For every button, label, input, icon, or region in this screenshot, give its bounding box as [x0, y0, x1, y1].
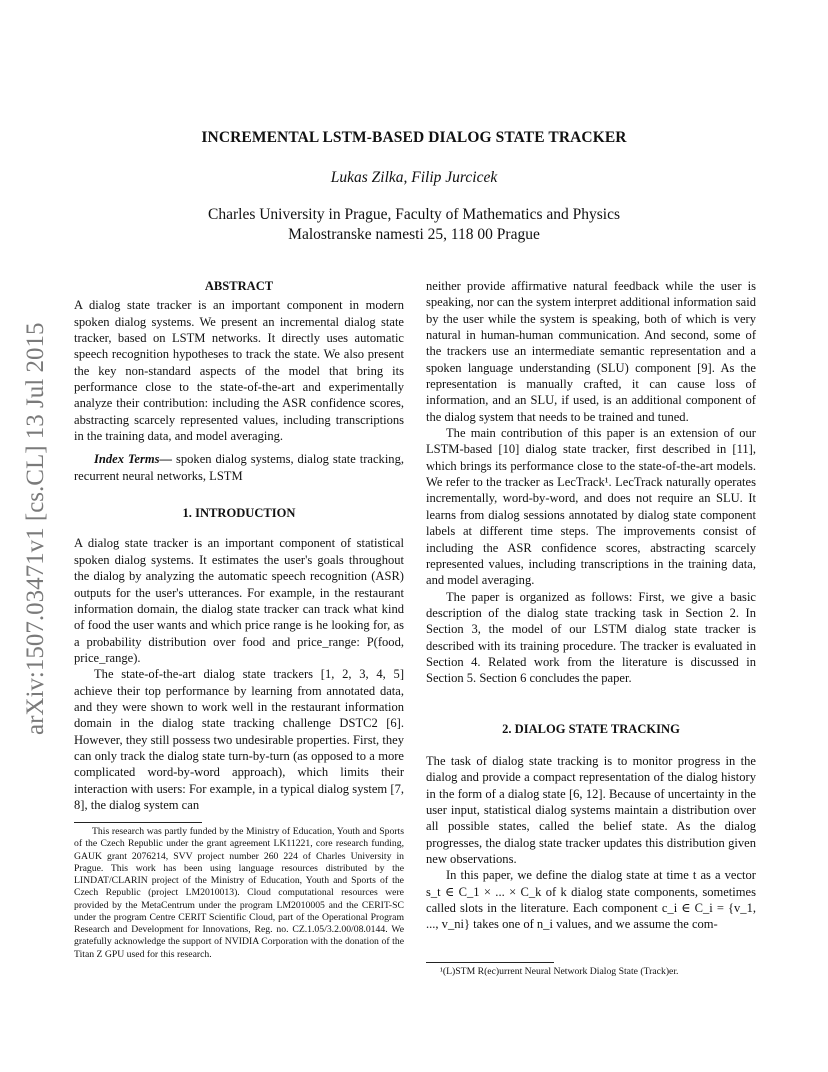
abstract-text: A dialog state tracker is an important component in modern spoken dialog systems. We present an incremental dialog state tracker, based on LSTM networks. It directly uses automatic speech recognition hypotheses to track the state. We also present the key non-standard aspects of the model that bring its performance close to the state-of-the-art and experimentally analyze their contribution: including the ASR confidence scores, abstracting scarcely represented values, including transcriptions in the training data, and model averaging.: [74, 298, 404, 444]
affiliation: [0, 205, 828, 244]
funding-footnote-text: This research was partly funded by the Ministry of Education, Youth and Sports of the Czech Republic under the grant agreement LK11221, core research funding, GAUK grant 2076214, SVV project number 260 224 of Charles University in Prague. This work has been using language resources distributed by the LINDAT/CLARIN project of the Ministry of Education, Youth and Sports of the Czech Republic (project LM2010013). Cloud computational resources were provided by the MetaCentrum under the program LM2010005 and the CERIT-SC under the program Centre CERIT Scientific Cloud, part of the Operational Program Research and Development for Innovations, Reg. no. CZ.1.05/3.2.00/08.0144. We gratefully acknowledge the support of NVIDIA Corporation with the donation of the Titan Z GPU used for this research.: [74, 826, 404, 960]
right-column: [426, 278, 756, 933]
intro-paragraph-4: The main contribution of this paper is an extension of our LSTM-based [10] dialog state tracker, first described in [11], which brings its performance close to the state-of-the-art models. We refer to the tracker as LecTrack¹. LecTrack naturally operates incrementally, word-by-word, and does not require an SLU. It learns from dialog sessions annotated by dialog state component labels at different time steps. The improvements consist of including the ASR confidence scores, abstracting scarcely represented values, including transcriptions in the training data, and model averaging.: [426, 426, 756, 588]
dst-paragraph-2: In this paper, we define the dialog state at time t as a vector s_t ∈ C_1 × ... × C_k of k dialog state components, sometimes called slots in the literature. Each component c_i ∈ C_i = {v_1, ..., v_ni} takes one of n_i values, and we assume the com-: [426, 868, 756, 932]
paper-authors: Lukas Zilka, Filip Jurcicek: [330, 169, 498, 186]
arxiv-id: arXiv:1507.03471v1 [cs.CL] 13 Jul 2015: [22, 322, 49, 735]
index-terms-label: Index Terms—: [94, 452, 173, 467]
footnote-rule-right: [426, 962, 554, 963]
arxiv-watermark: [22, 295, 52, 735]
intro-paragraph-5: The paper is organized as follows: First, we give a basic description of the dialog state tracking task in Section 2. In Section 3, the model of our LSTM dialog state tracker is described with its training procedure. The tracker is evaluated in Section 4. Related work from the literature is discussed in Section 5. Section 6 concludes the paper.: [426, 589, 756, 686]
affiliation-line-1: Charles University in Prague, Faculty of Mathematics and Physics: [208, 206, 620, 223]
dst-paragraph-1: The task of dialog state tracking is to monitor progress in the dialog and provide a compact representation of the dialog history in the form of a dialog state [6, 12]. Because of uncertainty in the user input, statistical dialog systems maintain a distribution over all possible states, called the belief state. As the dialog progresses, the dialog state tracker updates this distribution given new observations.: [426, 753, 756, 866]
left-column: [74, 278, 404, 813]
paper-title: INCREMENTAL LSTM-BASED DIALOG STATE TRACKER: [201, 129, 627, 146]
footnote-rule-left: [74, 822, 202, 823]
lectrack-footnote-text: ¹(L)STM R(ec)urrent Neural Network Dialog State (Track)er.: [440, 966, 679, 977]
abstract-heading: ABSTRACT: [204, 279, 274, 293]
funding-footnote: [74, 826, 404, 961]
intro-paragraph-3: neither provide affirmative natural feedback while the user is speaking, nor can the system interpret additional information said by the user while the system is speaking, both of which is very natural in human-human communication. And second, some of the trackers use an intermediate semantic representation and a spoken language understanding (SLU) component [9]. As the representation is manually crafted, it can cause loss of information, and an SLU, if used, is an additional component of the dialog system that needs to be trained and tuned.: [426, 279, 756, 424]
section-1-heading: 1. INTRODUCTION: [182, 506, 296, 521]
index-terms: [74, 451, 404, 484]
lectrack-footnote: [440, 966, 756, 978]
section-2-heading: 2. DIALOG STATE TRACKING: [502, 721, 680, 736]
affiliation-line-2: Malostranske namesti 25, 118 00 Prague: [288, 225, 540, 243]
index-terms-text: spoken dialog systems, dialog state tracking, recurrent neural networks, LSTM: [74, 452, 404, 483]
intro-paragraph-1: A dialog state tracker is an important component of statistical spoken dialog systems. It estimates the user's goals throughout the dialog by analyzing the automatic speech recognition (ASR) outputs for the user's utterances. For example, in the restaurant information domain, the dialog state tracker can track what kind of food the user wants and which price range is he looking for, as a probability distribution over food and price_range: P(food, price_range).: [74, 536, 404, 665]
intro-paragraph-2: The state-of-the-art dialog state trackers [1, 2, 3, 4, 5] achieve their top performance by learning from annotated data, and they were shown to work well in the restaurant information domain in the dialog state tracking challenge DSTC2 [6]. However, they still possess two undesirable properties. First, they can only track the dialog state turn-by-turn (as opposed to a more complicated word-by-word approach), which limits their interaction with users: For example, in a typical dialog system [7, 8], the dialog system can: [74, 667, 404, 812]
